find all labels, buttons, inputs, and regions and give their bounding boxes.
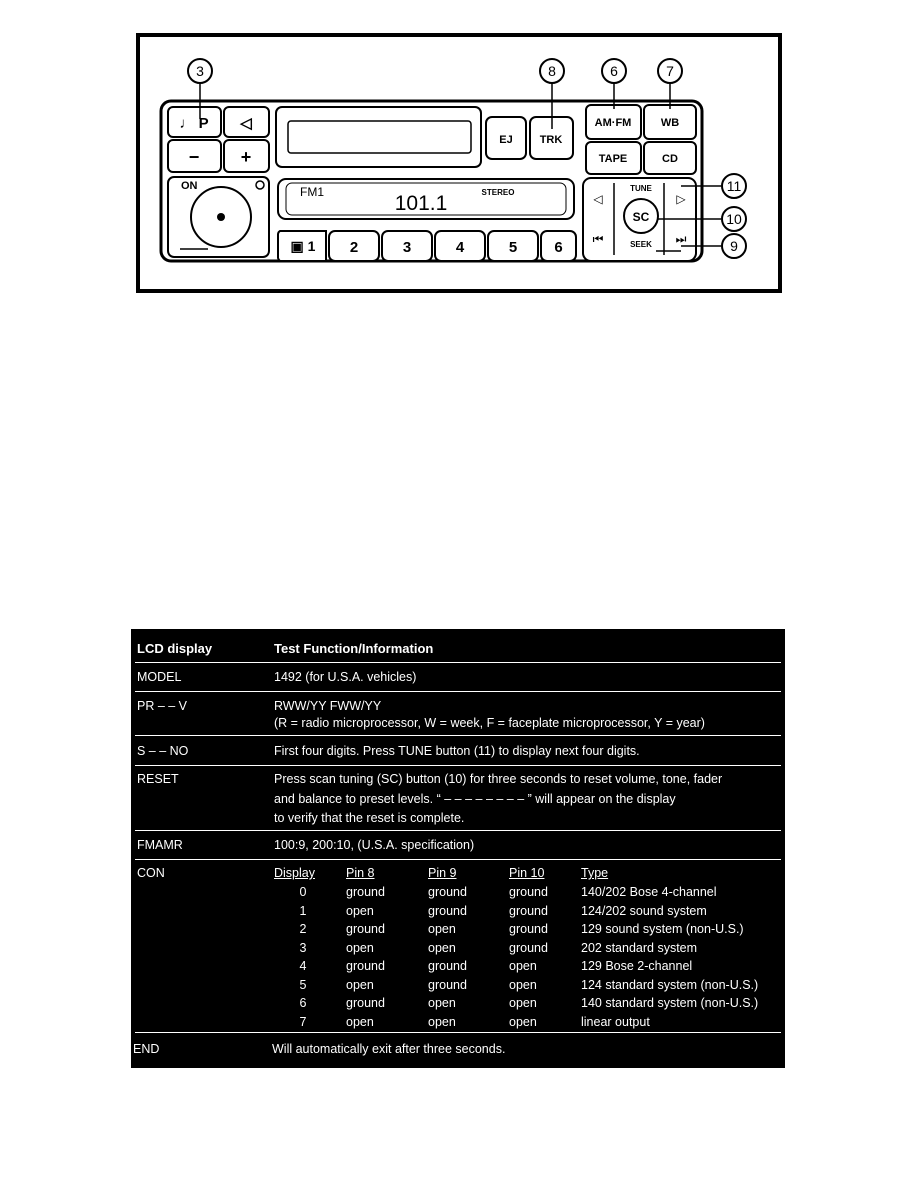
con-pin-value: open — [428, 922, 456, 936]
con-pin-value: open — [346, 977, 374, 992]
callout-11 — [722, 174, 746, 198]
con-pin-value: open — [346, 940, 374, 955]
tape-button[interactable] — [586, 142, 641, 174]
weather-band-button[interactable] — [644, 105, 696, 139]
row-s-text: First four digits. Press TUNE button (11) to display next four digits. — [274, 744, 640, 758]
svg-text:WB: WB — [660, 117, 680, 129]
con-pin-value: open — [428, 996, 456, 1010]
band-readout: FM1 — [300, 185, 324, 199]
svg-text:TUNE: TUNE — [630, 184, 652, 193]
svg-text:5: 5 — [508, 239, 518, 256]
con-display-value: 1 — [299, 903, 307, 918]
seek-up-button[interactable] — [676, 232, 687, 246]
preset-button-3[interactable] — [382, 231, 432, 261]
svg-text:SEEK: SEEK — [630, 240, 652, 249]
row-end-label: END — [133, 1042, 160, 1056]
con-pin-value: open — [509, 996, 537, 1010]
speaker-icon: ◁ — [240, 115, 252, 132]
svg-text:CD: CD — [662, 153, 678, 165]
callout-9 — [722, 234, 746, 258]
row-reset-line2: and balance to preset levels. “ – – – – – – – – ” will appear on the display — [274, 792, 676, 806]
row-reset-label: RESET — [137, 772, 179, 786]
con-type-value: 129 Bose 2-channel — [581, 959, 693, 973]
con-pin-value: open — [428, 940, 456, 955]
lcd-display — [278, 179, 574, 219]
skip-forward-icon: ⏭ — [675, 232, 687, 246]
con-type-value: linear output — [581, 1014, 650, 1029]
con-pin-value: ground — [346, 885, 385, 899]
callout-7 — [658, 59, 682, 83]
scan-button[interactable] — [624, 199, 658, 233]
volume-down-button[interactable] — [168, 140, 221, 172]
svg-text:3: 3 — [402, 239, 412, 256]
svg-text:11: 11 — [726, 178, 742, 194]
header-lcd-display: LCD display — [137, 641, 213, 656]
con-col-pin9: Pin 9 — [428, 866, 457, 880]
svg-text:8: 8 — [548, 63, 556, 79]
frequency-readout: 101.1 — [394, 192, 448, 215]
row-pr-line2: (R = radio microprocessor, W = week, F = faceplate microprocessor, Y = year) — [274, 716, 705, 730]
svg-text:−: − — [188, 147, 200, 167]
eject-button[interactable] — [486, 117, 526, 159]
svg-text:▣ 1: ▣ 1 — [290, 238, 316, 254]
svg-text:10: 10 — [726, 211, 742, 227]
con-col-pin10: Pin 10 — [509, 866, 545, 880]
radio-faceplate-figure — [136, 33, 782, 293]
callout-6 — [602, 59, 626, 83]
con-display-value: 6 — [299, 996, 307, 1010]
mute-button[interactable] — [224, 107, 269, 137]
preset-button-4[interactable] — [435, 231, 485, 261]
con-pin-value: ground — [346, 922, 385, 936]
tune-down-button[interactable] — [593, 192, 603, 206]
svg-text:EJ: EJ — [499, 134, 513, 146]
row-reset-line1: Press scan tuning (SC) button (10) for three seconds to reset volume, tone, fader — [274, 772, 723, 786]
seek-down-button[interactable] — [593, 232, 604, 246]
con-type-value: 140/202 Bose 4-channel — [581, 885, 717, 899]
preset-button-5[interactable] — [488, 231, 538, 261]
preset-button-tape-1[interactable] — [278, 231, 326, 261]
row-pr-line1: RWW/YY FWW/YY — [274, 699, 382, 713]
svg-text:4: 4 — [455, 239, 465, 256]
callout-3 — [188, 59, 212, 83]
con-display-value: 2 — [299, 922, 307, 936]
con-type-value: 124 standard system (non-U.S.) — [581, 977, 759, 992]
con-pin-value: open — [346, 903, 374, 918]
lcd-test-table — [131, 629, 785, 1068]
con-pin-value: open — [346, 1014, 374, 1029]
con-type-value: 124/202 sound system — [581, 903, 707, 918]
con-type-value: 140 standard system (non-U.S.) — [581, 996, 759, 1010]
radio-faceplate-drawing — [136, 33, 782, 293]
row-end-text: Will automatically exit after three seconds. — [272, 1042, 506, 1056]
svg-text:TAPE: TAPE — [598, 153, 628, 165]
svg-text:+: + — [240, 147, 252, 167]
con-display-value: 0 — [299, 885, 307, 899]
con-pin-value: ground — [428, 885, 467, 899]
row-pr-label: PR – – V — [137, 699, 188, 713]
row-reset-line3: to verify that the reset is complete. — [274, 811, 465, 825]
con-pin-value: ground — [509, 922, 548, 936]
svg-text:ON: ON — [181, 180, 198, 192]
svg-text:6: 6 — [610, 63, 618, 79]
tune-up-button[interactable] — [676, 192, 686, 206]
con-pin-value: open — [428, 1014, 456, 1029]
svg-text:7: 7 — [666, 63, 674, 79]
con-type-value: 129 sound system (non-U.S.) — [581, 922, 744, 936]
stereo-indicator: STEREO — [481, 188, 515, 197]
row-s-label: S – – NO — [137, 744, 189, 758]
con-display-value: 4 — [299, 959, 307, 973]
con-pin-value: open — [509, 959, 537, 973]
con-col-type: Type — [581, 866, 609, 880]
preset-button-6[interactable] — [541, 231, 576, 261]
am-fm-button[interactable] — [586, 105, 641, 139]
con-pin-value: ground — [428, 977, 467, 992]
power-volume-knob[interactable] — [168, 177, 269, 257]
row-fmamr-label: FMAMR — [137, 838, 183, 852]
preset-button-2[interactable] — [329, 231, 379, 261]
cassette-slot — [276, 107, 481, 167]
con-col-pin8: Pin 8 — [346, 866, 375, 880]
con-pin-value: ground — [346, 996, 385, 1010]
con-pin-value: ground — [509, 940, 548, 955]
svg-text:TRK: TRK — [539, 134, 563, 146]
con-pin-value: ground — [509, 903, 548, 918]
svg-text:2: 2 — [349, 239, 359, 256]
con-display-value: 7 — [299, 1014, 307, 1029]
header-test-function: Test Function/Information — [274, 641, 434, 656]
svg-text:3: 3 — [196, 63, 204, 79]
con-pin-value: ground — [428, 959, 467, 973]
row-model-label: MODEL — [137, 670, 182, 684]
con-pin-value: open — [509, 977, 537, 992]
cd-button[interactable] — [644, 142, 696, 174]
skip-back-icon: ⏮ — [592, 232, 604, 246]
con-display-value: 5 — [299, 977, 307, 992]
con-pin-value: ground — [428, 903, 467, 918]
con-pin-value: open — [509, 1014, 537, 1029]
con-pin-value: ground — [346, 959, 385, 973]
triangle-right-icon: ▷ — [676, 192, 686, 206]
svg-text:♩ P: ♩ P — [179, 115, 209, 132]
svg-text:9: 9 — [730, 238, 738, 254]
con-col-display: Display — [274, 866, 315, 880]
svg-text:AM·FM: AM·FM — [594, 117, 632, 129]
svg-text:6: 6 — [554, 239, 563, 256]
row-fmamr-text: 100:9, 200:10, (U.S.A. specification) — [274, 838, 475, 852]
svg-text:SC: SC — [632, 210, 650, 224]
con-type-value: 202 standard system — [581, 940, 698, 955]
row-model-text: 1492 (for U.S.A. vehicles) — [274, 670, 417, 684]
tone-button[interactable] — [168, 107, 221, 137]
con-pin-value: ground — [509, 885, 548, 899]
callout-10 — [722, 207, 746, 231]
volume-up-button[interactable] — [224, 140, 269, 172]
callout-8 — [540, 59, 564, 83]
row-con-label: CON — [137, 866, 165, 880]
con-display-value: 3 — [299, 940, 307, 955]
triangle-left-icon: ◁ — [593, 192, 603, 206]
